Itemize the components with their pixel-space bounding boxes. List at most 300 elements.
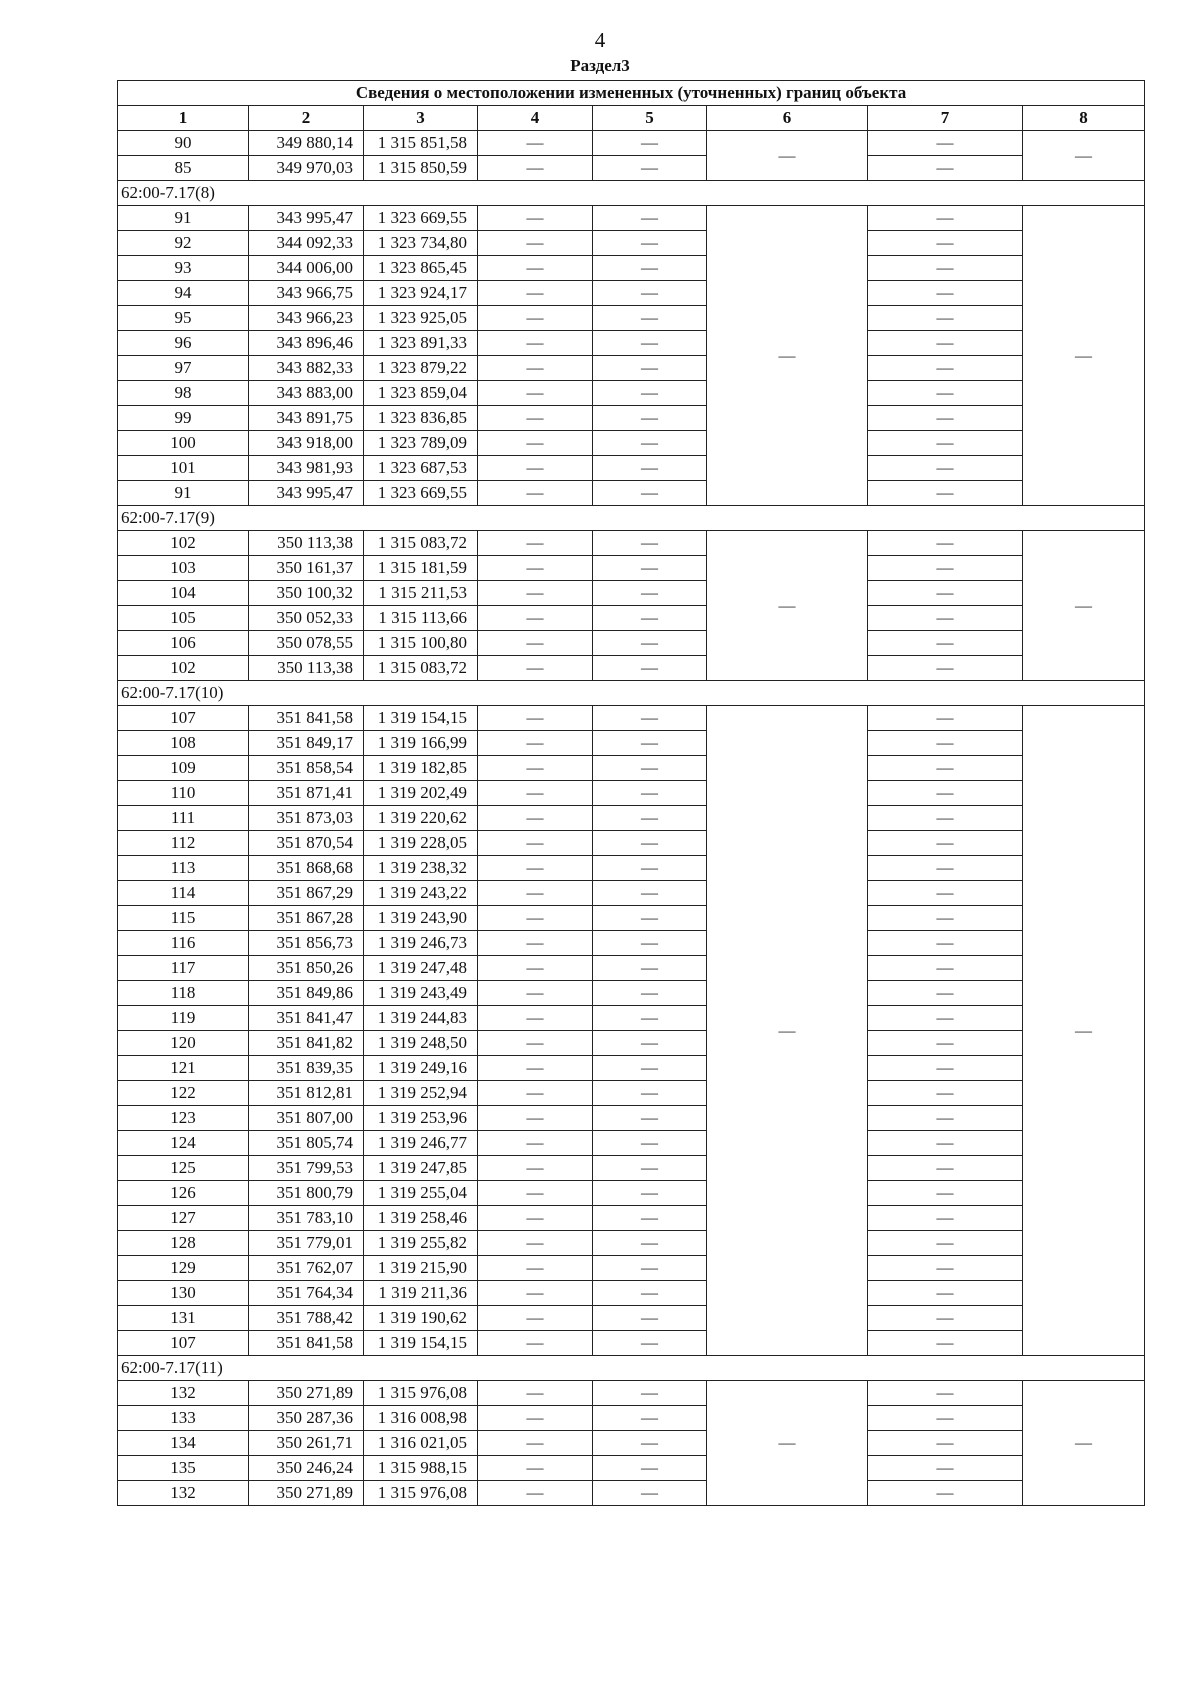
y-coordinate-cell: 1 315 083,72 — [364, 531, 478, 556]
y-coordinate-cell: 1 323 836,85 — [364, 406, 478, 431]
y-coordinate-cell: 1 315 850,59 — [364, 156, 478, 181]
y-coordinate-cell: 1 319 154,15 — [364, 706, 478, 731]
dash-cell: — — [868, 956, 1023, 981]
dash-cell: — — [593, 1156, 707, 1181]
dash-cell: — — [478, 1381, 593, 1406]
table-row — [118, 581, 1145, 606]
column-header: 5 — [593, 106, 707, 131]
y-coordinate-cell: 1 319 246,77 — [364, 1131, 478, 1156]
column-header: 4 — [478, 106, 593, 131]
point-number-cell: 92 — [118, 231, 249, 256]
point-number-cell: 135 — [118, 1456, 249, 1481]
table-row — [118, 231, 1145, 256]
dash-cell: — — [868, 581, 1023, 606]
table-row — [118, 1406, 1145, 1431]
y-coordinate-cell: 1 316 008,98 — [364, 1406, 478, 1431]
table-row — [118, 431, 1145, 456]
dash-cell: — — [593, 256, 707, 281]
y-coordinate-cell: 1 315 211,53 — [364, 581, 478, 606]
dash-cell: — — [478, 656, 593, 681]
dash-cell: — — [593, 631, 707, 656]
x-coordinate-cell: 351 856,73 — [249, 931, 364, 956]
dash-cell: — — [593, 1406, 707, 1431]
merged-dash-cell: — — [707, 131, 868, 181]
y-coordinate-cell: 1 315 976,08 — [364, 1481, 478, 1506]
dash-cell: — — [868, 1381, 1023, 1406]
column-header: 1 — [118, 106, 249, 131]
dash-cell: — — [868, 531, 1023, 556]
table-row — [118, 1081, 1145, 1106]
dash-cell: — — [593, 981, 707, 1006]
dash-cell: — — [478, 306, 593, 331]
dash-cell: — — [593, 306, 707, 331]
dash-cell: — — [868, 906, 1023, 931]
dash-cell: — — [478, 1006, 593, 1031]
dash-cell: — — [478, 456, 593, 481]
x-coordinate-cell: 351 805,74 — [249, 1131, 364, 1156]
merged-dash-cell: — — [1023, 706, 1145, 1356]
dash-cell: — — [478, 356, 593, 381]
x-coordinate-cell: 351 812,81 — [249, 1081, 364, 1106]
dash-cell: — — [868, 606, 1023, 631]
table-row — [118, 256, 1145, 281]
table-row — [118, 481, 1145, 506]
dash-cell: — — [478, 631, 593, 656]
table-row — [118, 1331, 1145, 1356]
dash-cell: — — [868, 1031, 1023, 1056]
dash-cell: — — [593, 1006, 707, 1031]
dash-cell: — — [478, 1431, 593, 1456]
dash-cell: — — [593, 706, 707, 731]
dash-cell: — — [868, 806, 1023, 831]
dash-cell: — — [593, 731, 707, 756]
dash-cell: — — [868, 381, 1023, 406]
dash-cell: — — [593, 1431, 707, 1456]
y-coordinate-cell: 1 319 249,16 — [364, 1056, 478, 1081]
table-row — [118, 356, 1145, 381]
point-number-cell: 126 — [118, 1181, 249, 1206]
x-coordinate-cell: 343 966,23 — [249, 306, 364, 331]
dash-cell: — — [478, 1256, 593, 1281]
x-coordinate-cell: 343 891,75 — [249, 406, 364, 431]
dash-cell: — — [868, 1431, 1023, 1456]
point-number-cell: 110 — [118, 781, 249, 806]
dash-cell: — — [593, 406, 707, 431]
y-coordinate-cell: 1 319 154,15 — [364, 1331, 478, 1356]
dash-cell: — — [478, 981, 593, 1006]
dash-cell: — — [868, 1156, 1023, 1181]
group-header-row — [118, 681, 1145, 706]
point-number-cell: 119 — [118, 1006, 249, 1031]
dash-cell: — — [593, 781, 707, 806]
table-row — [118, 756, 1145, 781]
dash-cell: — — [478, 606, 593, 631]
x-coordinate-cell: 343 966,75 — [249, 281, 364, 306]
dash-cell: — — [593, 1056, 707, 1081]
dash-cell: — — [593, 356, 707, 381]
point-number-cell: 127 — [118, 1206, 249, 1231]
point-number-cell: 114 — [118, 881, 249, 906]
dash-cell: — — [868, 1006, 1023, 1031]
dash-cell: — — [478, 531, 593, 556]
x-coordinate-cell: 351 762,07 — [249, 1256, 364, 1281]
y-coordinate-cell: 1 323 687,53 — [364, 456, 478, 481]
dash-cell: — — [478, 381, 593, 406]
table-row — [118, 1131, 1145, 1156]
dash-cell: — — [478, 706, 593, 731]
y-coordinate-cell: 1 315 083,72 — [364, 656, 478, 681]
dash-cell: — — [593, 1131, 707, 1156]
dash-cell: — — [478, 1306, 593, 1331]
dash-cell: — — [478, 131, 593, 156]
dash-cell: — — [478, 1056, 593, 1081]
y-coordinate-cell: 1 315 113,66 — [364, 606, 478, 631]
dash-cell: — — [868, 431, 1023, 456]
point-number-cell: 125 — [118, 1156, 249, 1181]
dash-cell: — — [478, 406, 593, 431]
point-number-cell: 111 — [118, 806, 249, 831]
x-coordinate-cell: 351 841,47 — [249, 1006, 364, 1031]
point-number-cell: 115 — [118, 906, 249, 931]
table-row — [118, 781, 1145, 806]
x-coordinate-cell: 351 871,41 — [249, 781, 364, 806]
dash-cell: — — [868, 1456, 1023, 1481]
y-coordinate-cell: 1 323 924,17 — [364, 281, 478, 306]
x-coordinate-cell: 351 870,54 — [249, 831, 364, 856]
dash-cell: — — [593, 1181, 707, 1206]
dash-cell: — — [868, 881, 1023, 906]
column-header: 2 — [249, 106, 364, 131]
x-coordinate-cell: 349 970,03 — [249, 156, 364, 181]
point-number-cell: 134 — [118, 1431, 249, 1456]
y-coordinate-cell: 1 323 859,04 — [364, 381, 478, 406]
dash-cell: — — [478, 1181, 593, 1206]
y-coordinate-cell: 1 323 925,05 — [364, 306, 478, 331]
dash-cell: — — [593, 956, 707, 981]
table-row — [118, 606, 1145, 631]
dash-cell: — — [593, 556, 707, 581]
dash-cell: — — [593, 831, 707, 856]
y-coordinate-cell: 1 319 243,22 — [364, 881, 478, 906]
table-row — [118, 1181, 1145, 1206]
point-number-cell: 105 — [118, 606, 249, 631]
y-coordinate-cell: 1 319 215,90 — [364, 1256, 478, 1281]
x-coordinate-cell: 351 783,10 — [249, 1206, 364, 1231]
dash-cell: — — [868, 1056, 1023, 1081]
dash-cell: — — [593, 1106, 707, 1131]
x-coordinate-cell: 351 867,29 — [249, 881, 364, 906]
dash-cell: — — [868, 131, 1023, 156]
x-coordinate-cell: 351 849,17 — [249, 731, 364, 756]
point-number-cell: 118 — [118, 981, 249, 1006]
dash-cell: — — [478, 156, 593, 181]
table-row — [118, 831, 1145, 856]
dash-cell: — — [868, 931, 1023, 956]
group-header-row — [118, 1356, 1145, 1381]
x-coordinate-cell: 343 995,47 — [249, 206, 364, 231]
dash-cell: — — [868, 481, 1023, 506]
column-header: 3 — [364, 106, 478, 131]
merged-dash-cell: — — [1023, 1381, 1145, 1506]
x-coordinate-cell: 350 078,55 — [249, 631, 364, 656]
y-coordinate-cell: 1 319 182,85 — [364, 756, 478, 781]
table-row — [118, 856, 1145, 881]
point-number-cell: 90 — [118, 131, 249, 156]
x-coordinate-cell: 351 841,58 — [249, 706, 364, 731]
merged-dash-cell: — — [707, 1381, 868, 1506]
dash-cell: — — [593, 231, 707, 256]
table-row — [118, 1256, 1145, 1281]
dash-cell: — — [868, 231, 1023, 256]
dash-cell: — — [478, 481, 593, 506]
dash-cell: — — [593, 531, 707, 556]
x-coordinate-cell: 350 246,24 — [249, 1456, 364, 1481]
y-coordinate-cell: 1 319 255,82 — [364, 1231, 478, 1256]
x-coordinate-cell: 351 764,34 — [249, 1281, 364, 1306]
table-row — [118, 131, 1145, 156]
x-coordinate-cell: 351 799,53 — [249, 1156, 364, 1181]
point-number-cell: 132 — [118, 1381, 249, 1406]
dash-cell: — — [593, 1256, 707, 1281]
y-coordinate-cell: 1 323 879,22 — [364, 356, 478, 381]
x-coordinate-cell: 351 873,03 — [249, 806, 364, 831]
point-number-cell: 117 — [118, 956, 249, 981]
table-row — [118, 1281, 1145, 1306]
dash-cell: — — [868, 656, 1023, 681]
group-header-row — [118, 181, 1145, 206]
point-number-cell: 128 — [118, 1231, 249, 1256]
table-row — [118, 1206, 1145, 1231]
dash-cell: — — [593, 156, 707, 181]
column-header: 7 — [868, 106, 1023, 131]
group-label: 62:00-7.17(8) — [118, 181, 1145, 206]
y-coordinate-cell: 1 319 247,85 — [364, 1156, 478, 1181]
dash-cell: — — [478, 231, 593, 256]
dash-cell: — — [868, 331, 1023, 356]
x-coordinate-cell: 351 867,28 — [249, 906, 364, 931]
dash-cell: — — [478, 1156, 593, 1181]
point-number-cell: 85 — [118, 156, 249, 181]
point-number-cell: 100 — [118, 431, 249, 456]
y-coordinate-cell: 1 323 734,80 — [364, 231, 478, 256]
dash-cell: — — [593, 906, 707, 931]
y-coordinate-cell: 1 315 181,59 — [364, 556, 478, 581]
dash-cell: — — [868, 156, 1023, 181]
x-coordinate-cell: 343 896,46 — [249, 331, 364, 356]
point-number-cell: 107 — [118, 1331, 249, 1356]
dash-cell: — — [593, 856, 707, 881]
dash-cell: — — [593, 1206, 707, 1231]
x-coordinate-cell: 351 850,26 — [249, 956, 364, 981]
point-number-cell: 94 — [118, 281, 249, 306]
dash-cell: — — [868, 1206, 1023, 1231]
y-coordinate-cell: 1 323 669,55 — [364, 481, 478, 506]
x-coordinate-cell: 350 100,32 — [249, 581, 364, 606]
point-number-cell: 112 — [118, 831, 249, 856]
dash-cell: — — [478, 1131, 593, 1156]
dash-cell: — — [478, 1206, 593, 1231]
point-number-cell: 131 — [118, 1306, 249, 1331]
page-number: 4 — [594, 28, 606, 52]
dash-cell: — — [593, 481, 707, 506]
dash-cell: — — [868, 856, 1023, 881]
table-row — [118, 156, 1145, 181]
table-row — [118, 206, 1145, 231]
point-number-cell: 102 — [118, 531, 249, 556]
dash-cell: — — [868, 631, 1023, 656]
point-number-cell: 132 — [118, 1481, 249, 1506]
y-coordinate-cell: 1 319 243,90 — [364, 906, 478, 931]
y-coordinate-cell: 1 319 258,46 — [364, 1206, 478, 1231]
point-number-cell: 91 — [118, 206, 249, 231]
dash-cell: — — [593, 1331, 707, 1356]
dash-cell: — — [593, 931, 707, 956]
y-coordinate-cell: 1 319 202,49 — [364, 781, 478, 806]
point-number-cell: 102 — [118, 656, 249, 681]
dash-cell: — — [868, 456, 1023, 481]
table-row — [118, 656, 1145, 681]
coordinates-table — [117, 80, 1145, 1506]
table-row — [118, 381, 1145, 406]
dash-cell: — — [478, 1406, 593, 1431]
dash-cell: — — [478, 1331, 593, 1356]
y-coordinate-cell: 1 315 851,58 — [364, 131, 478, 156]
y-coordinate-cell: 1 319 220,62 — [364, 806, 478, 831]
dash-cell: — — [478, 956, 593, 981]
table-row — [118, 406, 1145, 431]
column-header: 8 — [1023, 106, 1145, 131]
dash-cell: — — [868, 1231, 1023, 1256]
dash-cell: — — [478, 1456, 593, 1481]
table-row — [118, 981, 1145, 1006]
dash-cell: — — [478, 731, 593, 756]
dash-cell: — — [478, 281, 593, 306]
table-row — [118, 281, 1145, 306]
x-coordinate-cell: 343 882,33 — [249, 356, 364, 381]
table-row — [118, 706, 1145, 731]
y-coordinate-cell: 1 319 211,36 — [364, 1281, 478, 1306]
point-number-cell: 101 — [118, 456, 249, 481]
dash-cell: — — [478, 431, 593, 456]
x-coordinate-cell: 349 880,14 — [249, 131, 364, 156]
dash-cell: — — [593, 1306, 707, 1331]
y-coordinate-cell: 1 319 243,49 — [364, 981, 478, 1006]
point-number-cell: 133 — [118, 1406, 249, 1431]
table-row — [118, 631, 1145, 656]
dash-cell: — — [593, 656, 707, 681]
dash-cell: — — [868, 306, 1023, 331]
dash-cell: — — [478, 806, 593, 831]
x-coordinate-cell: 343 918,00 — [249, 431, 364, 456]
x-coordinate-cell: 351 788,42 — [249, 1306, 364, 1331]
y-coordinate-cell: 1 316 021,05 — [364, 1431, 478, 1456]
dash-cell: — — [868, 1306, 1023, 1331]
dash-cell: — — [868, 1131, 1023, 1156]
table-row — [118, 731, 1145, 756]
table-header-row — [118, 106, 1145, 131]
dash-cell: — — [593, 131, 707, 156]
dash-cell: — — [593, 756, 707, 781]
y-coordinate-cell: 1 323 669,55 — [364, 206, 478, 231]
dash-cell: — — [478, 931, 593, 956]
column-header: 6 — [707, 106, 868, 131]
y-coordinate-cell: 1 323 891,33 — [364, 331, 478, 356]
table-row — [118, 306, 1145, 331]
dash-cell: — — [593, 1381, 707, 1406]
merged-dash-cell: — — [707, 531, 868, 681]
y-coordinate-cell: 1 323 789,09 — [364, 431, 478, 456]
table-row — [118, 1431, 1145, 1456]
y-coordinate-cell: 1 319 248,50 — [364, 1031, 478, 1056]
point-number-cell: 95 — [118, 306, 249, 331]
merged-dash-cell: — — [1023, 531, 1145, 681]
point-number-cell: 129 — [118, 1256, 249, 1281]
table-row — [118, 806, 1145, 831]
point-number-cell: 123 — [118, 1106, 249, 1131]
x-coordinate-cell: 350 287,36 — [249, 1406, 364, 1431]
table-row — [118, 1231, 1145, 1256]
dash-cell: — — [593, 281, 707, 306]
x-coordinate-cell: 351 779,01 — [249, 1231, 364, 1256]
y-coordinate-cell: 1 323 865,45 — [364, 256, 478, 281]
dash-cell: — — [593, 806, 707, 831]
dash-cell: — — [478, 1281, 593, 1306]
x-coordinate-cell: 343 981,93 — [249, 456, 364, 481]
point-number-cell: 130 — [118, 1281, 249, 1306]
dash-cell: — — [593, 1231, 707, 1256]
dash-cell: — — [478, 1081, 593, 1106]
dash-cell: — — [478, 1106, 593, 1131]
group-label: 62:00-7.17(10) — [118, 681, 1145, 706]
dash-cell: — — [868, 256, 1023, 281]
x-coordinate-cell: 344 092,33 — [249, 231, 364, 256]
x-coordinate-cell: 351 868,68 — [249, 856, 364, 881]
x-coordinate-cell: 350 113,38 — [249, 531, 364, 556]
point-number-cell: 122 — [118, 1081, 249, 1106]
table-row — [118, 1456, 1145, 1481]
dash-cell: — — [478, 906, 593, 931]
dash-cell: — — [593, 581, 707, 606]
point-number-cell: 96 — [118, 331, 249, 356]
dash-cell: — — [478, 781, 593, 806]
dash-cell: — — [868, 1081, 1023, 1106]
table-title: Сведения о местоположении измененных (уточненных) границ объекта — [118, 81, 1145, 106]
point-number-cell: 107 — [118, 706, 249, 731]
dash-cell: — — [868, 1481, 1023, 1506]
point-number-cell: 93 — [118, 256, 249, 281]
y-coordinate-cell: 1 319 246,73 — [364, 931, 478, 956]
y-coordinate-cell: 1 319 252,94 — [364, 1081, 478, 1106]
table-row — [118, 1481, 1145, 1506]
point-number-cell: 97 — [118, 356, 249, 381]
dash-cell: — — [478, 256, 593, 281]
x-coordinate-cell: 351 841,58 — [249, 1331, 364, 1356]
dash-cell: — — [868, 981, 1023, 1006]
y-coordinate-cell: 1 315 988,15 — [364, 1456, 478, 1481]
dash-cell: — — [868, 281, 1023, 306]
dash-cell: — — [868, 706, 1023, 731]
point-number-cell: 113 — [118, 856, 249, 881]
table-row — [118, 1381, 1145, 1406]
x-coordinate-cell: 343 995,47 — [249, 481, 364, 506]
dash-cell: — — [593, 1081, 707, 1106]
x-coordinate-cell: 351 807,00 — [249, 1106, 364, 1131]
y-coordinate-cell: 1 319 238,32 — [364, 856, 478, 881]
table-row — [118, 956, 1145, 981]
dash-cell: — — [593, 1456, 707, 1481]
table-row — [118, 906, 1145, 931]
table-row — [118, 931, 1145, 956]
